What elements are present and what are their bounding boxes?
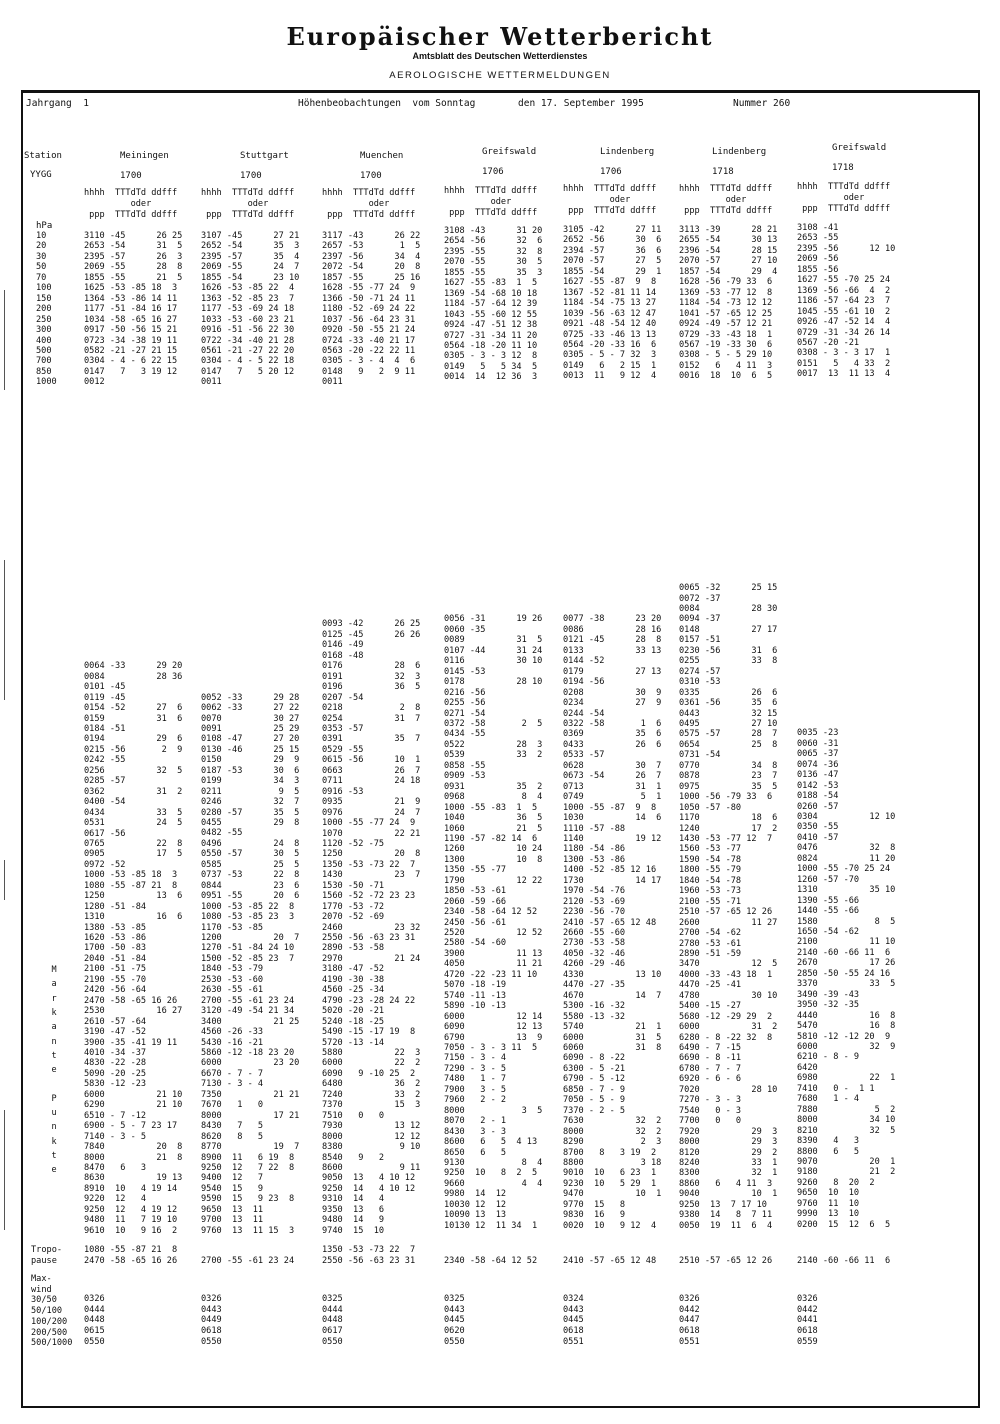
station-name: Greifswald bbox=[832, 143, 887, 153]
significant-points-letter: u bbox=[51, 1108, 57, 1118]
station-time: 1700 bbox=[360, 171, 382, 181]
significant-points-letter: k bbox=[51, 1007, 57, 1018]
significant-points-letter: t bbox=[51, 1050, 57, 1061]
significant-points: 0093 -42 26 25 0125 -45 26 26 0146 -49 0168 -48 0176 28 6 0191 32 3 0196 36 5 0207 -54 0218 2 8 0254 31 7 0353 -57 0391 35 7 0529 -55 0615 -56 10 1 0663 26 7 0711 24 18 0916 -53 0935 21 9 0976 24 7 1000 -55 -77 24 9 1070 22 21 1120 -52 -75 1250 20 8 1350 -53 -73 22 7 1430 23 7 1530 -50 -71 1560 -52 -72 23 23 1770 -53 -72 2070 -52 -69 2460 23 32 2550 -56 -63 23 31 2890 -53 -58 2970 21 24 3180 -47 -52 4190 -30 -38 4560 -25 -34 4790 -23 -28 24 22 5020 -20 -21 5240 -18 -25 5490 -15 -17 19 8 5720 -13 -14 5880 22 3 6000 22 2 6090 9 -10 25 2 6480 36 2 7240 33 2 7370 15 3 7510 0 0 7930 13 12 8000 12 12 8380 9 10 8540 9 2 8600 9 11 9050 13 4 10 12 9250 14 4 10 12 9310 14 4 9350 13 6 9480 14 9 9740 15 10 bbox=[322, 619, 421, 1236]
pressure-level: 200 bbox=[36, 304, 52, 315]
pressure-level: 400 bbox=[36, 335, 52, 346]
pressure-level: 700 bbox=[36, 356, 52, 367]
tropopause-data: 2700 -55 -61 23 24 bbox=[201, 1255, 295, 1266]
pressure-level: 100 bbox=[36, 283, 52, 294]
pressure-level: 500 bbox=[36, 345, 52, 356]
station-time: 1700 bbox=[120, 171, 142, 181]
pressure-level: 30 bbox=[36, 251, 47, 262]
significant-points-letter: n bbox=[51, 1036, 57, 1047]
section-title: AEROLOGISCHE WETTERMELDUNGEN bbox=[389, 70, 611, 81]
issue-number: Nummer 260 bbox=[733, 98, 791, 109]
hpa-label: hPa bbox=[36, 221, 53, 231]
column-header: hhhh TTTdTd ddfff oder ppp TTTdTd ddfff bbox=[444, 186, 538, 218]
station-name: Lindenberg bbox=[600, 147, 655, 157]
tropopause-data: 1080 -55 -87 21 8 2470 -58 -65 16 26 bbox=[84, 1245, 178, 1266]
maxwind-data: 0325 0444 0448 0617 0550 bbox=[322, 1294, 343, 1347]
maxwind-data: 0325 0443 0445 0620 0550 bbox=[444, 1294, 465, 1347]
station-name: Muenchen bbox=[360, 151, 404, 161]
page-subtitle: Amtsblatt des Deutschen Wetterdienstes bbox=[412, 51, 588, 61]
tropopause-data: 2410 -57 -65 12 48 bbox=[563, 1255, 657, 1266]
significant-points: 0065 -32 25 15 0072 -37 0084 28 30 0094 -37 0148 27 17 0157 -51 0230 -56 31 6 0255 33 8 0274 -57 0310 -53 0335 26 6 0361 -56 35 6 0443 32 15 0495 27 10 0575 -57 28 7 0654 25 8 0731 -54 0770 34 8 0878 23 7 0975 35 5 1000 -56 -79 33 6 1050 -57 -80 1170 18 6 1240 17 2 1430 -53 -77 12 7 1560 -53 -77 1590 -54 -78 1800 -55 -79 1840 -54 -78 1960 -53 -73 2100 -55 -71 2510 -57 -65 12 26 2600 11 27 2700 -54 -62 2780 -53 -61 2890 -51 -59 3470 12 5 4000 -33 -43 18 1 4470 -25 -41 4780 30 10 5400 -15 -27 5680 -12 -29 29 2 6000 31 2 6280 - 8 -22 32 8 6490 - 7 -15 6690 - 8 -11 6780 - 7 - 7 6920 - 6 - 6 7020 28 10 7270 - 3 - 3 7540 0 - 3 7700 0 0 7920 29 3 8000 29 3 8120 29 2 8240 33 1 8300 32 1 8860 6 4 11 3 9040 10 1 9250 13 7 17 10 9380 14 8 7 11 0050 19 11 6 4 bbox=[679, 583, 778, 1231]
significant-points-letter: a bbox=[51, 979, 57, 990]
level-data: 3110 -45 26 25 2653 -54 31 5 2395 -57 26 3 2069 -55 28 8 1855 -55 21 5 1625 -53 -85 18 3 1364 -53 -86 14 11 1177 -51 -84 16 17 1034 -58 -65 16 27 0917 -50 -56 15 21 0723 -34 -38 19 11 0582 -21 -27 21 15 0304 - 4 - 6 22 15 0147 7 3 19 12 0012 bbox=[84, 231, 183, 388]
station-name: Stuttgart bbox=[240, 151, 289, 161]
maxwind-label: Max- wind 30/50 50/100 100/200 200/500 500/1000 bbox=[31, 1274, 73, 1349]
level-data: 3108 -41 2653 -55 2395 -56 12 10 2069 -56 1855 -56 1627 -55 -70 25 24 1369 -56 -66 4 2 1186 -57 -64 23 7 1045 -55 -61 10 2 0926 -47 -52 14 4 0729 -31 -34 26 14 0567 -20 -21 0308 - 3 - 3 17 1 0151 5 4 33 2 0017 13 11 13 4 bbox=[797, 223, 896, 380]
level-data: 3117 -43 26 22 2657 -53 1 5 2397 -56 34 4 2072 -54 20 8 1857 -55 25 16 1628 -55 -77 24 9 1366 -50 -71 24 11 1180 -52 -69 24 22 1037 -56 -64 23 31 0920 -50 -55 21 24 0724 -33 -40 21 17 0563 -20 -22 22 11 0305 - 3 - 4 4 6 0148 9 2 9 11 0011 bbox=[322, 231, 421, 388]
report-date: den 17. September 1995 bbox=[518, 98, 644, 109]
significant-points-letter: e bbox=[51, 1065, 57, 1076]
pressure-level: 10 bbox=[36, 231, 47, 241]
yygg-label: YYGG bbox=[30, 170, 52, 180]
column-header: hhhh TTTdTd ddfff oder ppp TTTdTd ddfff bbox=[563, 184, 657, 216]
pressure-level: 50 bbox=[36, 262, 47, 273]
page-title: Europäischer Wetterbericht bbox=[286, 22, 714, 51]
tropopause-data: 2510 -57 -65 12 26 bbox=[679, 1255, 773, 1266]
significant-points: 0035 -23 0060 -31 0065 -37 0074 -36 0136 -47 0142 -53 0188 -54 0260 -57 0304 12 10 0350 -55 0410 -57 0476 32 8 0824 11 20 1000 -55 -70 25 24 1260 -57 -70 1310 35 10 1390 -55 -66 1440 -55 -66 1580 8 5 1650 -54 -62 2100 11 10 2140 -60 -66 11 6 2670 17 26 2850 -50 -55 24 16 3370 33 5 3490 -39 -43 3950 -32 -35 4440 16 8 5470 16 8 5810 -12 -12 20 9 6000 32 9 6210 - 8 - 9 6420 6980 22 1 7410 0 - 1 1 7680 1 - 4 7880 5 2 8000 34 10 8210 32 5 8390 4 3 8800 6 5 9070 20 1 9180 21 2 9260 8 20 2 9650 10 10 9760 11 10 9990 13 10 0200 15 12 6 5 bbox=[797, 728, 896, 1230]
station-time: 1718 bbox=[712, 167, 734, 177]
tropopause-data: 1350 -53 -73 22 7 2550 -56 -63 23 31 bbox=[322, 1245, 416, 1266]
level-data: 3113 -39 28 21 2655 -54 30 13 2396 -54 28 15 2070 -57 27 10 1857 -54 29 4 1628 -56 -79 33 6 1369 -53 -77 12 8 1184 -54 -73 12 12 1041 -57 -65 12 25 0924 -49 -57 12 21 0729 -33 -43 18 1 0567 -19 -33 30 6 0308 - 5 - 5 29 10 0152 6 4 11 3 0016 18 10 6 5 bbox=[679, 225, 778, 382]
tropopause-label: Tropo- pause bbox=[31, 1245, 63, 1266]
tropopause-data: 2140 -60 -66 11 6 bbox=[797, 1255, 891, 1266]
tropopause-data: 2340 -58 -64 12 52 bbox=[444, 1255, 538, 1266]
pressure-level: 250 bbox=[36, 314, 52, 325]
level-data: 3107 -45 27 21 2652 -54 35 3 2395 -57 35 4 2069 -55 24 7 1855 -54 23 10 1626 -53 -85 22 4 1363 -52 -85 23 7 1177 -53 -69 24 18 1033 -53 -60 23 21 0916 -51 -56 22 30 0722 -34 -40 21 28 0561 -21 -27 22 20 0304 - 4 - 5 22 18 0147 7 5 20 12 0011 bbox=[201, 231, 300, 388]
station-name: Greifswald bbox=[482, 147, 537, 157]
maxwind-data: 0326 0442 0441 0618 0559 bbox=[797, 1294, 818, 1347]
column-header: hhhh TTTdTd ddfff oder ppp TTTdTd ddfff bbox=[797, 182, 891, 214]
significant-points-letter: k bbox=[51, 1136, 57, 1147]
pressure-level: 150 bbox=[36, 293, 52, 304]
pressure-level: 20 bbox=[36, 241, 47, 252]
maxwind-data: 0326 0442 0447 0618 0551 bbox=[679, 1294, 700, 1347]
significant-points: 0064 -33 29 20 0084 28 36 0101 -45 0119 -45 0154 -52 27 6 0159 31 6 0184 -51 0194 29 6 0215 -56 2 9 0242 -55 0256 32 5 0285 -57 0362 31 2 0400 -54 0434 33 5 0531 24 5 0617 -56 0765 22 8 0905 17 5 0972 -52 1000 -53 -85 18 3 1080 -55 -87 21 8 1250 13 6 1280 -51 -84 1310 16 6 1380 -53 -85 1620 -53 -86 1700 -50 -83 2040 -51 -84 2100 -51 -75 2190 -55 -70 2420 -56 -64 2470 -58 -65 16 26 2530 16 27 2610 -57 -64 3190 -47 -52 3900 -35 -41 19 11 4010 -34 -37 4830 -22 -28 5090 -20 -25 5830 -12 -23 6000 21 10 6290 21 10 6510 - 7 -12 6900 - 5 - 7 23 17 7140 - 3 - 5 7840 20 8 8000 21 8 8470 6 3 8630 19 13 8910 10 4 19 14 9220 12 4 9250 12 4 19 12 9480 11 7 19 10 9610 10 9 16 2 bbox=[84, 661, 183, 1236]
level-data: 3108 -43 31 20 2654 -56 32 6 2395 -55 32 8 2070 -55 30 5 1855 -55 35 3 1627 -55 -83 1 5 1369 -54 -68 10 18 1184 -57 -64 12 39 1043 -55 -60 12 55 0924 -47 -51 12 38 0727 -31 -34 11 20 0564 -18 -20 11 10 0305 - 3 - 3 12 8 0149 5 5 34 5 0014 14 12 36 3 bbox=[444, 226, 543, 383]
station-name: Meiningen bbox=[120, 151, 169, 161]
significant-points-letter: t bbox=[51, 1150, 57, 1161]
significant-points-letter: a bbox=[51, 1022, 57, 1033]
pressure-level: 70 bbox=[36, 272, 47, 283]
station-name: Lindenberg bbox=[712, 147, 767, 157]
significant-points-letter: e bbox=[51, 1165, 57, 1176]
significant-points: 0056 -31 19 26 0060 -35 0089 31 5 0107 -44 31 24 0116 30 10 0145 -53 0178 28 10 0216 -56 0255 -56 0271 -54 0372 -58 2 5 0434 -55 0522 28 3 0539 33 2 0858 -55 0909 -53 0931 35 2 0968 8 4 1000 -55 -83 1 5 1040 36 5 1060 21 5 1190 -57 -82 14 6 1260 10 24 1300 10 8 1350 -55 -77 1790 12 22 1850 -53 -61 2060 -59 -66 2340 -58 -64 12 52 2450 -56 -61 2520 12 52 2580 -54 -60 3900 11 13 4050 11 21 4720 -22 -23 11 10 5070 -18 -19 5740 -11 -13 5890 -10 -13 6000 12 14 6090 12 13 6790 13 9 7050 - 3 - 3 11 5 7150 - 3 - 4 7290 - 3 - 5 7480 1 - 7 7900 3 - 5 7960 2 - 2 8000 3 5 8070 2 - 1 8430 3 - 3 8600 6 5 4 13 8650 6 5 9130 8 4 9250 10 8 2 5 9660 4 4 9980 14 12 10030 12 12 10090 13 13 10130 12 11 34 1 bbox=[444, 614, 543, 1231]
maxwind-data: 0326 0444 0448 0615 0550 bbox=[84, 1294, 105, 1347]
column-header: hhhh TTTdTd ddfff oder ppp TTTdTd ddfff bbox=[84, 188, 178, 220]
station-time: 1706 bbox=[482, 167, 504, 177]
significant-points-letter: P bbox=[51, 1093, 57, 1104]
maxwind-data: 0324 0443 0445 0618 0551 bbox=[563, 1294, 584, 1347]
station-time: 1700 bbox=[240, 171, 262, 181]
maxwind-data: 0326 0443 0449 0618 0550 bbox=[201, 1294, 222, 1347]
pressure-level: 1000 bbox=[36, 377, 57, 388]
significant-points: 0077 -38 23 20 0086 28 16 0121 -45 28 8 0133 33 13 0144 -52 0179 27 13 0194 -56 0208 30 9 0234 27 9 0244 -54 0322 -58 1 6 0369 35 6 0433 26 6 0533 -57 0628 30 7 0673 -54 26 7 0713 31 1 0749 5 1 1000 -55 -87 9 8 1030 14 6 1110 -57 -88 1140 19 12 1180 -54 -86 1300 -53 -86 1400 -52 -85 12 16 1730 14 17 1970 -54 -76 2120 -53 -69 2230 -56 -70 2410 -57 -65 12 48 2660 -55 -60 2730 -53 -58 4050 -32 -46 4260 -29 -46 4330 13 10 4470 -27 -35 4670 14 7 5300 -16 -32 5580 -13 -32 5740 21 1 6000 31 5 6060 31 8 6090 - 8 -22 6300 - 5 -21 6790 - 5 -12 6850 - 7 - 9 7050 - 5 - 9 7370 - 2 - 5 7630 32 2 8000 32 2 8290 2 3 8700 8 3 19 2 8800 3 18 9010 10 6 23 1 9230 10 5 29 1 9470 10 1 9770 15 8 9830 16 9 0020 10 9 12 4 bbox=[563, 614, 662, 1231]
significant-points-letter: M bbox=[51, 965, 57, 975]
volume-label: Jahrgang 1 bbox=[26, 98, 89, 109]
station-time: 1718 bbox=[832, 163, 854, 173]
column-header: hhhh TTTdTd ddfff oder ppp TTTdTd ddfff bbox=[679, 184, 773, 216]
column-header: hhhh TTTdTd ddfff oder ppp TTTdTd ddfff bbox=[201, 188, 295, 220]
station-label: Station bbox=[24, 151, 62, 161]
pressure-level: 850 bbox=[36, 366, 52, 377]
level-data: 3105 -42 27 11 2652 -56 30 6 2394 -57 36 6 2070 -57 27 5 1855 -54 29 1 1627 -55 -87 9 8 1367 -52 -81 11 14 1184 -54 -75 13 27 1039 -56 -63 12 47 0921 -48 -54 12 40 0725 -33 -46 13 13 0564 -20 -33 16 6 0305 - 5 - 7 32 3 0149 6 2 15 1 0013 11 9 12 4 bbox=[563, 225, 662, 382]
significant-points-letter: r bbox=[51, 993, 57, 1004]
station-time: 1706 bbox=[600, 167, 622, 177]
significant-points: 0052 -33 29 28 0062 -33 27 22 0070 30 27 0091 25 29 0108 -47 27 20 0130 -46 25 15 0150 29 9 0187 -53 30 6 0199 34 3 0211 9 5 0246 32 7 0280 -57 35 5 0455 29 8 0482 -55 0496 24 8 0550 -57 30 5 0585 25 5 0737 -53 22 8 0844 23 6 0951 -55 20 6 1000 -53 -85 22 8 1080 -53 -85 23 3 1170 -53 -85 1200 20 7 1270 -51 -84 24 10 1500 -52 -85 23 7 1840 -53 -79 2530 -53 -60 2630 -55 -61 2700 -55 -61 23 24 3120 -49 -54 21 34 3400 21 25 4560 -26 -33 5430 -16 -21 5860 -12 -18 23 20 6000 23 20 6670 - 7 - 7 7130 - 3 - 4 7350 21 21 7670 1 0 8000 17 21 8430 7 5 8620 8 5 8770 19 7 8900 11 6 19 8 9250 12 7 22 8 9400 12 7 9540 15 9 9590 15 9 23 8 9650 13 11 9700 13 11 9760 13 11 15 3 bbox=[201, 692, 300, 1236]
significant-points-letter: n bbox=[51, 1122, 57, 1133]
column-header: hhhh TTTdTd ddfff oder ppp TTTdTd ddfff bbox=[322, 188, 416, 220]
report-title: Höhenbeobachtungen vom Sonntag bbox=[298, 98, 476, 109]
pressure-level: 300 bbox=[36, 325, 52, 336]
